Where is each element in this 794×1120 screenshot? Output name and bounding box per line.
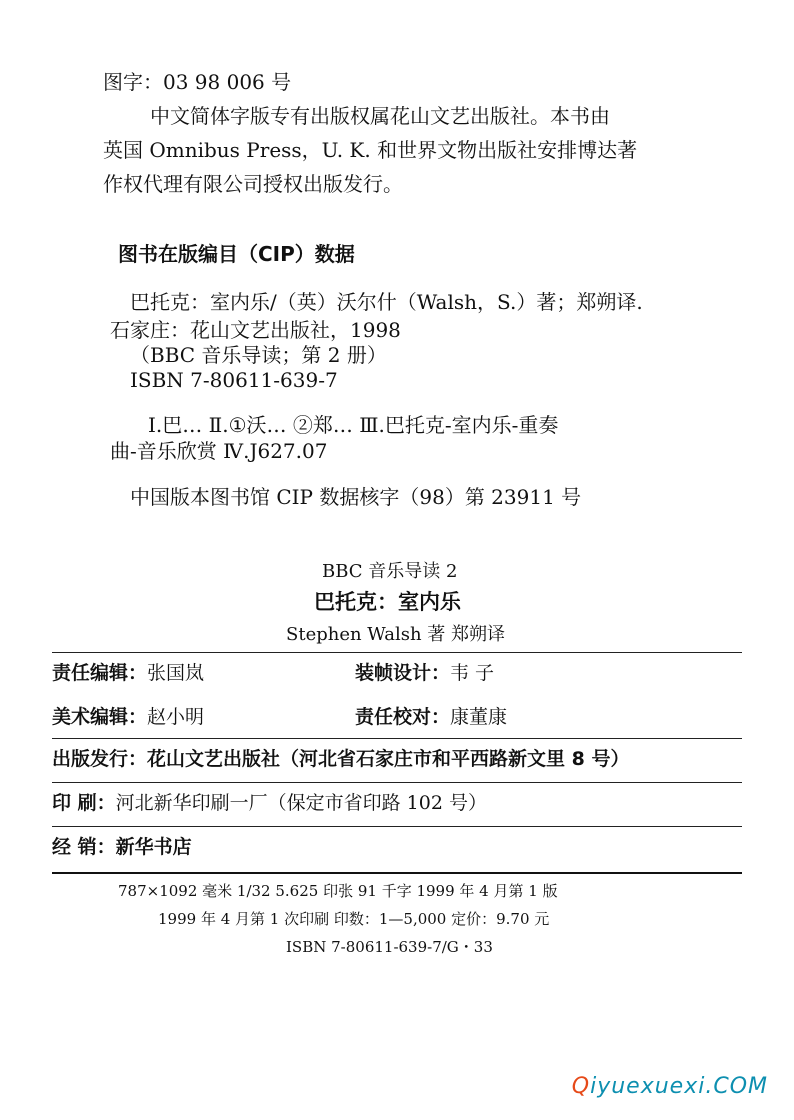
series-name: BBC 音乐导读 2 — [322, 561, 458, 582]
copyright-line-3: 作权代理有限公司授权出版发行。 — [103, 172, 403, 196]
credit-art — [52, 708, 204, 727]
permit-number: 图字：03 98 006 号 — [103, 70, 292, 94]
cip-heading: 图书在版编目（CIP）数据 — [118, 242, 355, 266]
divider-1 — [52, 652, 742, 653]
credit-proof — [355, 708, 507, 727]
credit-publisher — [52, 750, 629, 769]
copyright-line-2: 英国 Omnibus Press，U. K. 和世界文物出版社安排博达著 — [103, 138, 638, 162]
design-label: 装帧设计： — [355, 662, 451, 684]
cip-record-1: 巴托克：室内乐/（英）沃尔什（Walsh，S.）著；郑朔译. — [130, 290, 643, 314]
cip-subjects-1: Ⅰ.巴… Ⅱ.①沃… ②郑… Ⅲ.巴托克-室内乐-重奏 — [148, 413, 559, 437]
distributor-label: 经 销： — [52, 836, 116, 858]
divider-3 — [52, 782, 742, 783]
printer-value: 河北新华印刷一厂（保定市省印路 102 号） — [115, 792, 487, 814]
credit-design — [355, 664, 494, 683]
watermark-text: iyuexuexi.COM — [590, 1074, 768, 1099]
publisher-value: 花山文艺出版社（河北省石家庄市和平西路新文里 8 号） — [147, 748, 630, 770]
watermark-initial: Q — [571, 1074, 591, 1099]
print-specs-2: 1999 年 4 月第 1 次印刷 印数：1—5,000 定价：9.70 元 — [158, 910, 550, 928]
cip-subjects-2: 曲-音乐欣赏 Ⅳ.J627.07 — [110, 439, 328, 463]
proof-label: 责任校对： — [355, 706, 451, 728]
credit-editor — [52, 664, 204, 683]
printer-label: 印 刷： — [52, 792, 116, 814]
divider-5 — [52, 872, 742, 874]
cip-record-4: ISBN 7-80611-639-7 — [130, 368, 338, 392]
copyright-line-1: 中文简体字版专有出版权属花山文艺出版社。本书由 — [150, 104, 610, 128]
cip-verify: 中国版本图书馆 CIP 数据核字（98）第 23911 号 — [130, 485, 582, 509]
publisher-label: 出版发行： — [52, 748, 148, 770]
art-label: 美术编辑： — [52, 706, 148, 728]
cip-record-2: 石家庄：花山文艺出版社，1998 — [110, 318, 401, 342]
print-specs-isbn: ISBN 7-80611-639-7/G・33 — [286, 938, 493, 956]
design-value: 韦 子 — [450, 662, 495, 684]
editor-value: 张国岚 — [147, 662, 205, 684]
divider-4 — [52, 826, 742, 827]
editor-label: 责任编辑： — [52, 662, 148, 684]
divider-2 — [52, 738, 742, 739]
book-title: 巴托克：室内乐 — [314, 590, 461, 614]
print-specs-1: 787×1092 毫米 1/32 5.625 印张 91 千字 1999 年 4 月第 1 版 — [118, 882, 558, 900]
proof-value: 康董康 — [450, 706, 508, 728]
book-byline: Stephen Walsh 著 郑朔译 — [286, 624, 505, 645]
credit-printer — [52, 794, 487, 813]
art-value: 赵小明 — [147, 706, 205, 728]
distributor-value: 新华书店 — [115, 836, 192, 858]
site-watermark — [572, 1074, 768, 1099]
credit-distributor — [52, 838, 192, 857]
cip-record-3: （BBC 音乐导读；第 2 册） — [130, 343, 387, 367]
